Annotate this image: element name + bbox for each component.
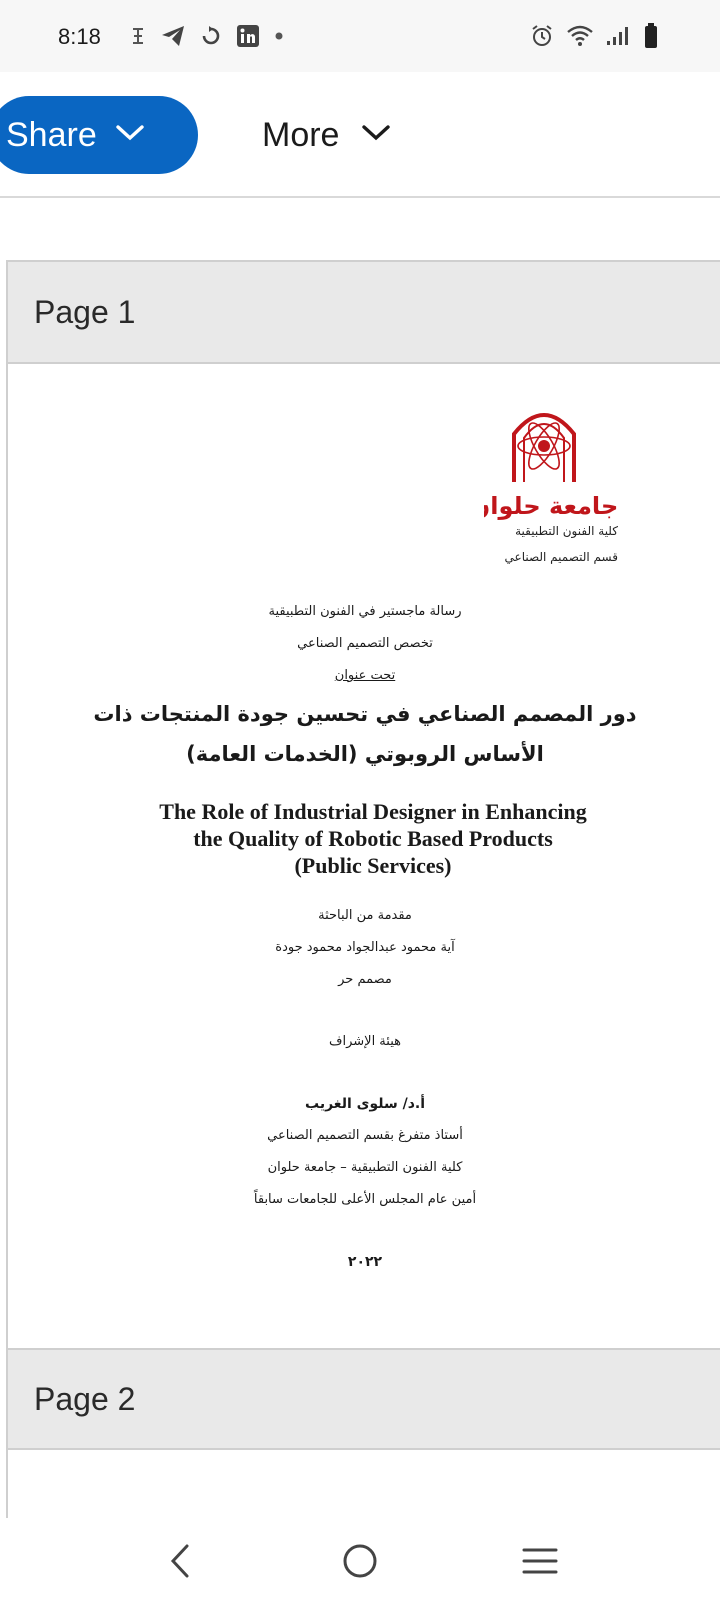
thesis-type: رسالة ماجستير في الفنون التطبيقية bbox=[268, 604, 462, 619]
department-name: قسم التصميم الصناعي bbox=[504, 550, 618, 564]
under-title: تحت عنوان bbox=[334, 668, 396, 683]
english-title-line-2: the Quality of Robotic Based Products bbox=[193, 826, 553, 851]
battery-icon bbox=[644, 22, 658, 50]
linkedin-icon bbox=[236, 22, 260, 50]
status-time: 8:18 bbox=[58, 24, 101, 49]
page-label: Page 1 bbox=[34, 293, 136, 330]
dot-icon bbox=[274, 22, 284, 50]
supervisor-title-2: كلية الفنون التطبيقية – جامعة حلوان bbox=[267, 1160, 463, 1175]
page-label: Page 2 bbox=[34, 1380, 136, 1417]
notification-icons bbox=[130, 22, 284, 50]
recents-button[interactable] bbox=[510, 1538, 570, 1588]
page-1 bbox=[6, 260, 720, 1518]
page-header bbox=[8, 262, 720, 364]
presented-by: مقدمة من الباحثة bbox=[318, 908, 412, 923]
page-content bbox=[8, 364, 720, 1366]
specialization: تخصص التصميم الصناعي bbox=[297, 636, 433, 651]
back-button[interactable] bbox=[150, 1538, 210, 1588]
document-viewer[interactable] bbox=[0, 200, 720, 1518]
system-icons bbox=[530, 22, 658, 50]
more-button[interactable] bbox=[262, 96, 391, 174]
share-button[interactable] bbox=[0, 96, 198, 174]
researcher-name: آية محمود عبدالجواد محمود جودة bbox=[275, 940, 455, 955]
english-title-line-1: The Role of Industrial Designer in Enhancing bbox=[159, 799, 587, 824]
share-label: Share bbox=[6, 115, 97, 154]
more-label: More bbox=[262, 115, 340, 154]
navigation-bar bbox=[0, 1518, 720, 1608]
sync-icon bbox=[200, 22, 222, 50]
english-title-line-3: (Public Services) bbox=[294, 853, 452, 878]
english-title bbox=[108, 798, 638, 879]
alarm-icon bbox=[530, 22, 554, 50]
action-bar bbox=[0, 72, 720, 198]
home-button[interactable] bbox=[330, 1538, 390, 1588]
fan-icon bbox=[130, 22, 146, 50]
recents-icon bbox=[522, 1546, 558, 1580]
supervisor-title-1: أستاذ متفرغ بقسم التصميم الصناعي bbox=[267, 1128, 463, 1143]
signal-icon bbox=[606, 22, 632, 50]
supervisor-title-3: أمين عام المجلس الأعلى للجامعات سابقاً bbox=[253, 1192, 477, 1207]
wifi-icon bbox=[566, 22, 594, 50]
supervision-heading: هيئة الإشراف bbox=[329, 1034, 401, 1049]
back-icon bbox=[167, 1543, 193, 1583]
telegram-icon bbox=[160, 22, 186, 50]
home-icon bbox=[342, 1543, 378, 1583]
university-logo bbox=[484, 402, 624, 522]
logo-wordmark: جامعة حلوان bbox=[484, 492, 619, 520]
page-2-header bbox=[6, 1348, 720, 1450]
chevron-down-icon bbox=[115, 123, 145, 147]
chevron-down-icon bbox=[361, 123, 391, 147]
researcher-role: مصمم حر bbox=[338, 972, 392, 987]
arabic-title-line-1: دور المصمم الصناعي في تحسين جودة المنتجات ذات bbox=[93, 702, 637, 726]
supervisor-name: أ.د/ سلوى الغريب bbox=[305, 1096, 425, 1112]
status-bar bbox=[0, 0, 720, 72]
year: ٢٠٢٢ bbox=[347, 1254, 383, 1270]
faculty-name: كلية الفنون التطبيقية bbox=[515, 524, 618, 538]
arabic-title-line-2: الأساس الروبوتي (الخدمات العامة) bbox=[186, 742, 544, 766]
